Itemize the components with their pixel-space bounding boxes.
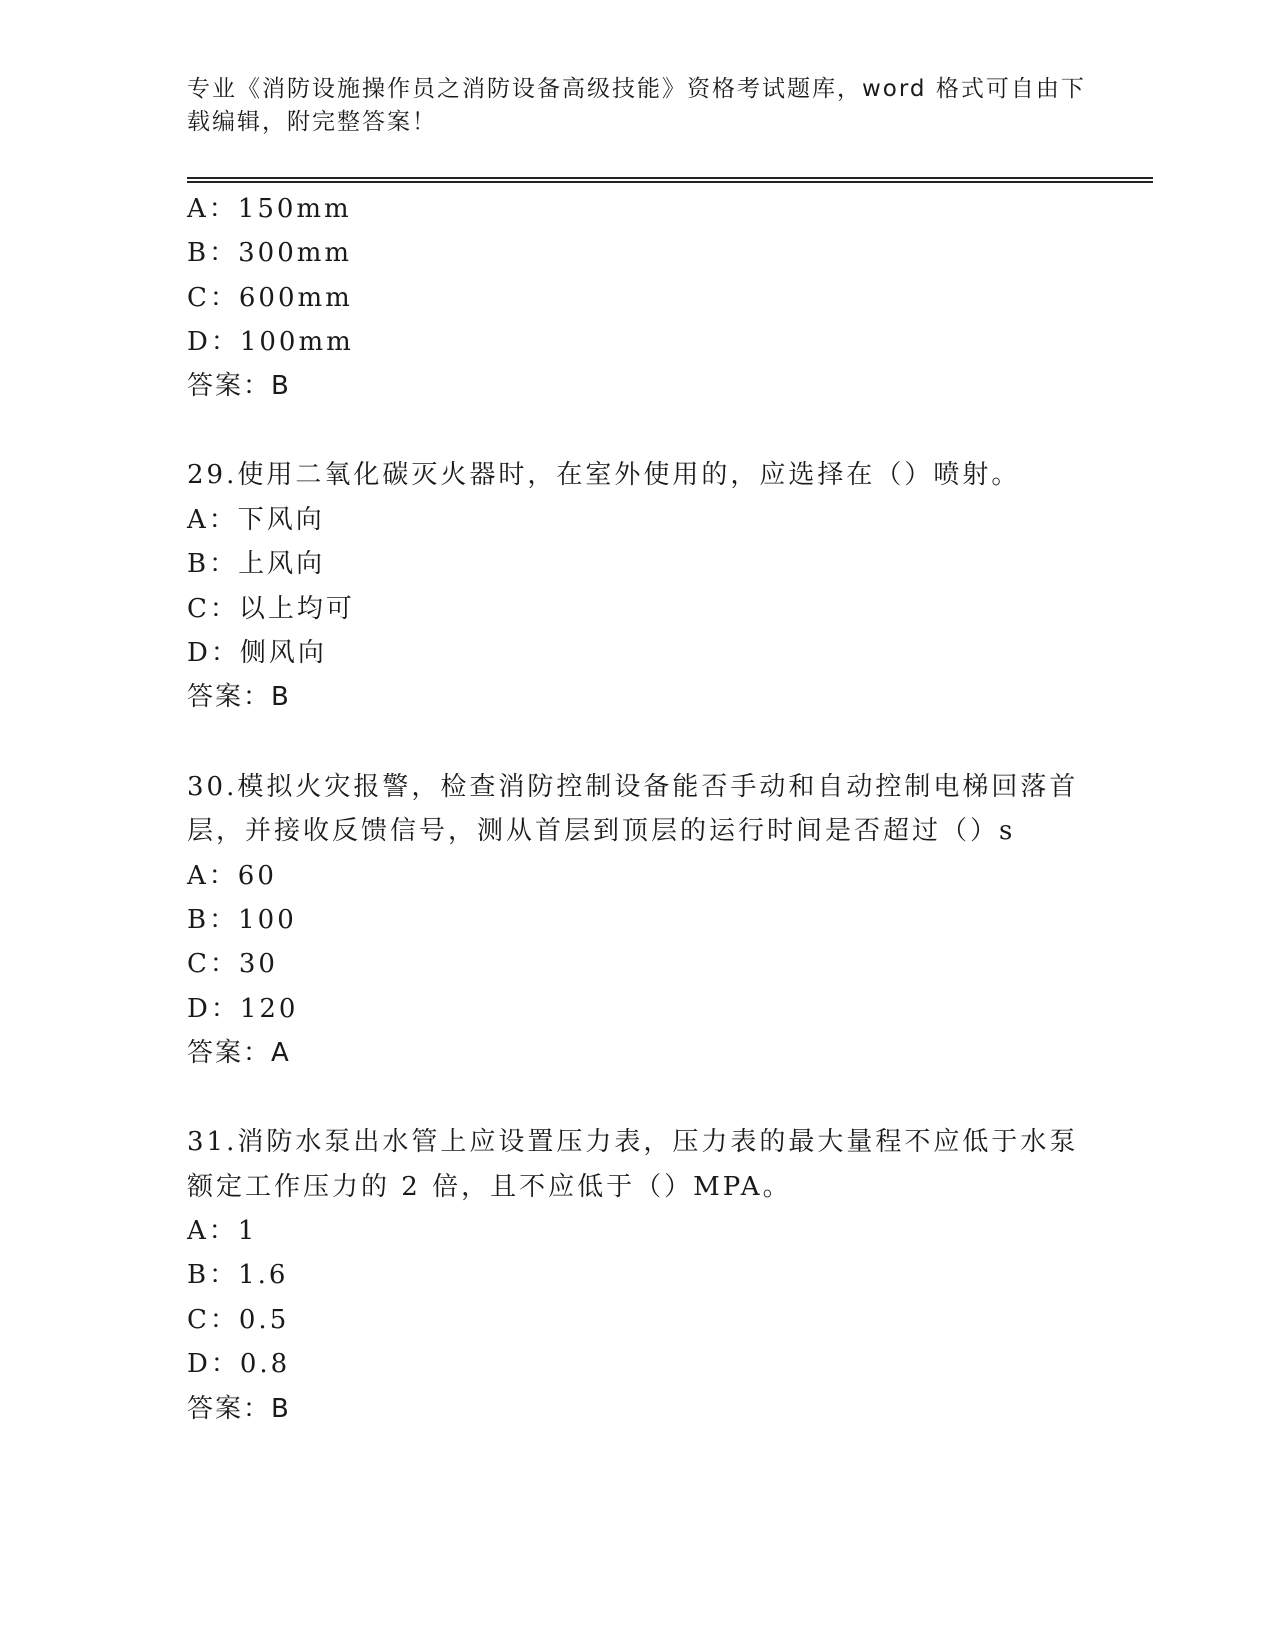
- q30-question-line-2: 层，并接收反馈信号，测从首层到顶层的运行时间是否超过（）s: [187, 816, 1016, 846]
- q31-option-a: A：1: [187, 1216, 258, 1246]
- q29-option-d: D：侧风向: [187, 638, 327, 668]
- q29-answer: 答案：B: [187, 682, 291, 712]
- q28-option-b: B：300mm: [187, 238, 353, 268]
- q30-option-b: B：100: [187, 905, 297, 935]
- q31-option-c: C：0.5: [187, 1305, 290, 1335]
- q30-option-a: A：60: [187, 861, 277, 891]
- header-line-1: 专业《消防设施操作员之消防设备高级技能》资格考试题库，word 格式可自由下: [187, 76, 1086, 102]
- q29-option-c: C：以上均可: [187, 594, 355, 624]
- q30-option-c: C：30: [187, 949, 278, 979]
- q31-question-line-1: 31.消防水泵出水管上应设置压力表，压力表的最大量程不应低于水泵: [187, 1127, 1079, 1157]
- q28-option-d: D：100mm: [187, 327, 354, 357]
- q31-answer: 答案：B: [187, 1394, 291, 1424]
- q28-option-a: A：150mm: [187, 194, 352, 224]
- q30-answer: 答案：A: [187, 1038, 291, 1068]
- q31-option-d: D：0.8: [187, 1349, 291, 1379]
- q29-option-a: A：下风向: [187, 505, 325, 535]
- q30-question-line-1: 30.模拟火灾报警，检查消防控制设备能否手动和自动控制电梯回落首: [187, 772, 1079, 802]
- header-line-2: 载编辑，附完整答案！: [187, 109, 437, 135]
- q31-question-line-2: 额定工作压力的 2 倍，且不应低于（）MPA。: [187, 1172, 792, 1202]
- q31-option-b: B：1.6: [187, 1260, 289, 1290]
- q29-option-b: B：上风向: [187, 549, 326, 579]
- header-rule-top: [187, 177, 1153, 179]
- document-header: [187, 73, 1087, 139]
- q28-option-c: C：600mm: [187, 283, 353, 313]
- q28-answer: 答案：B: [187, 371, 291, 401]
- header-rule-bottom: [187, 181, 1153, 183]
- q29-question: 29.使用二氧化碳灭火器时，在室外使用的，应选择在（）喷射。: [187, 460, 1021, 490]
- q30-option-d: D：120: [187, 994, 299, 1024]
